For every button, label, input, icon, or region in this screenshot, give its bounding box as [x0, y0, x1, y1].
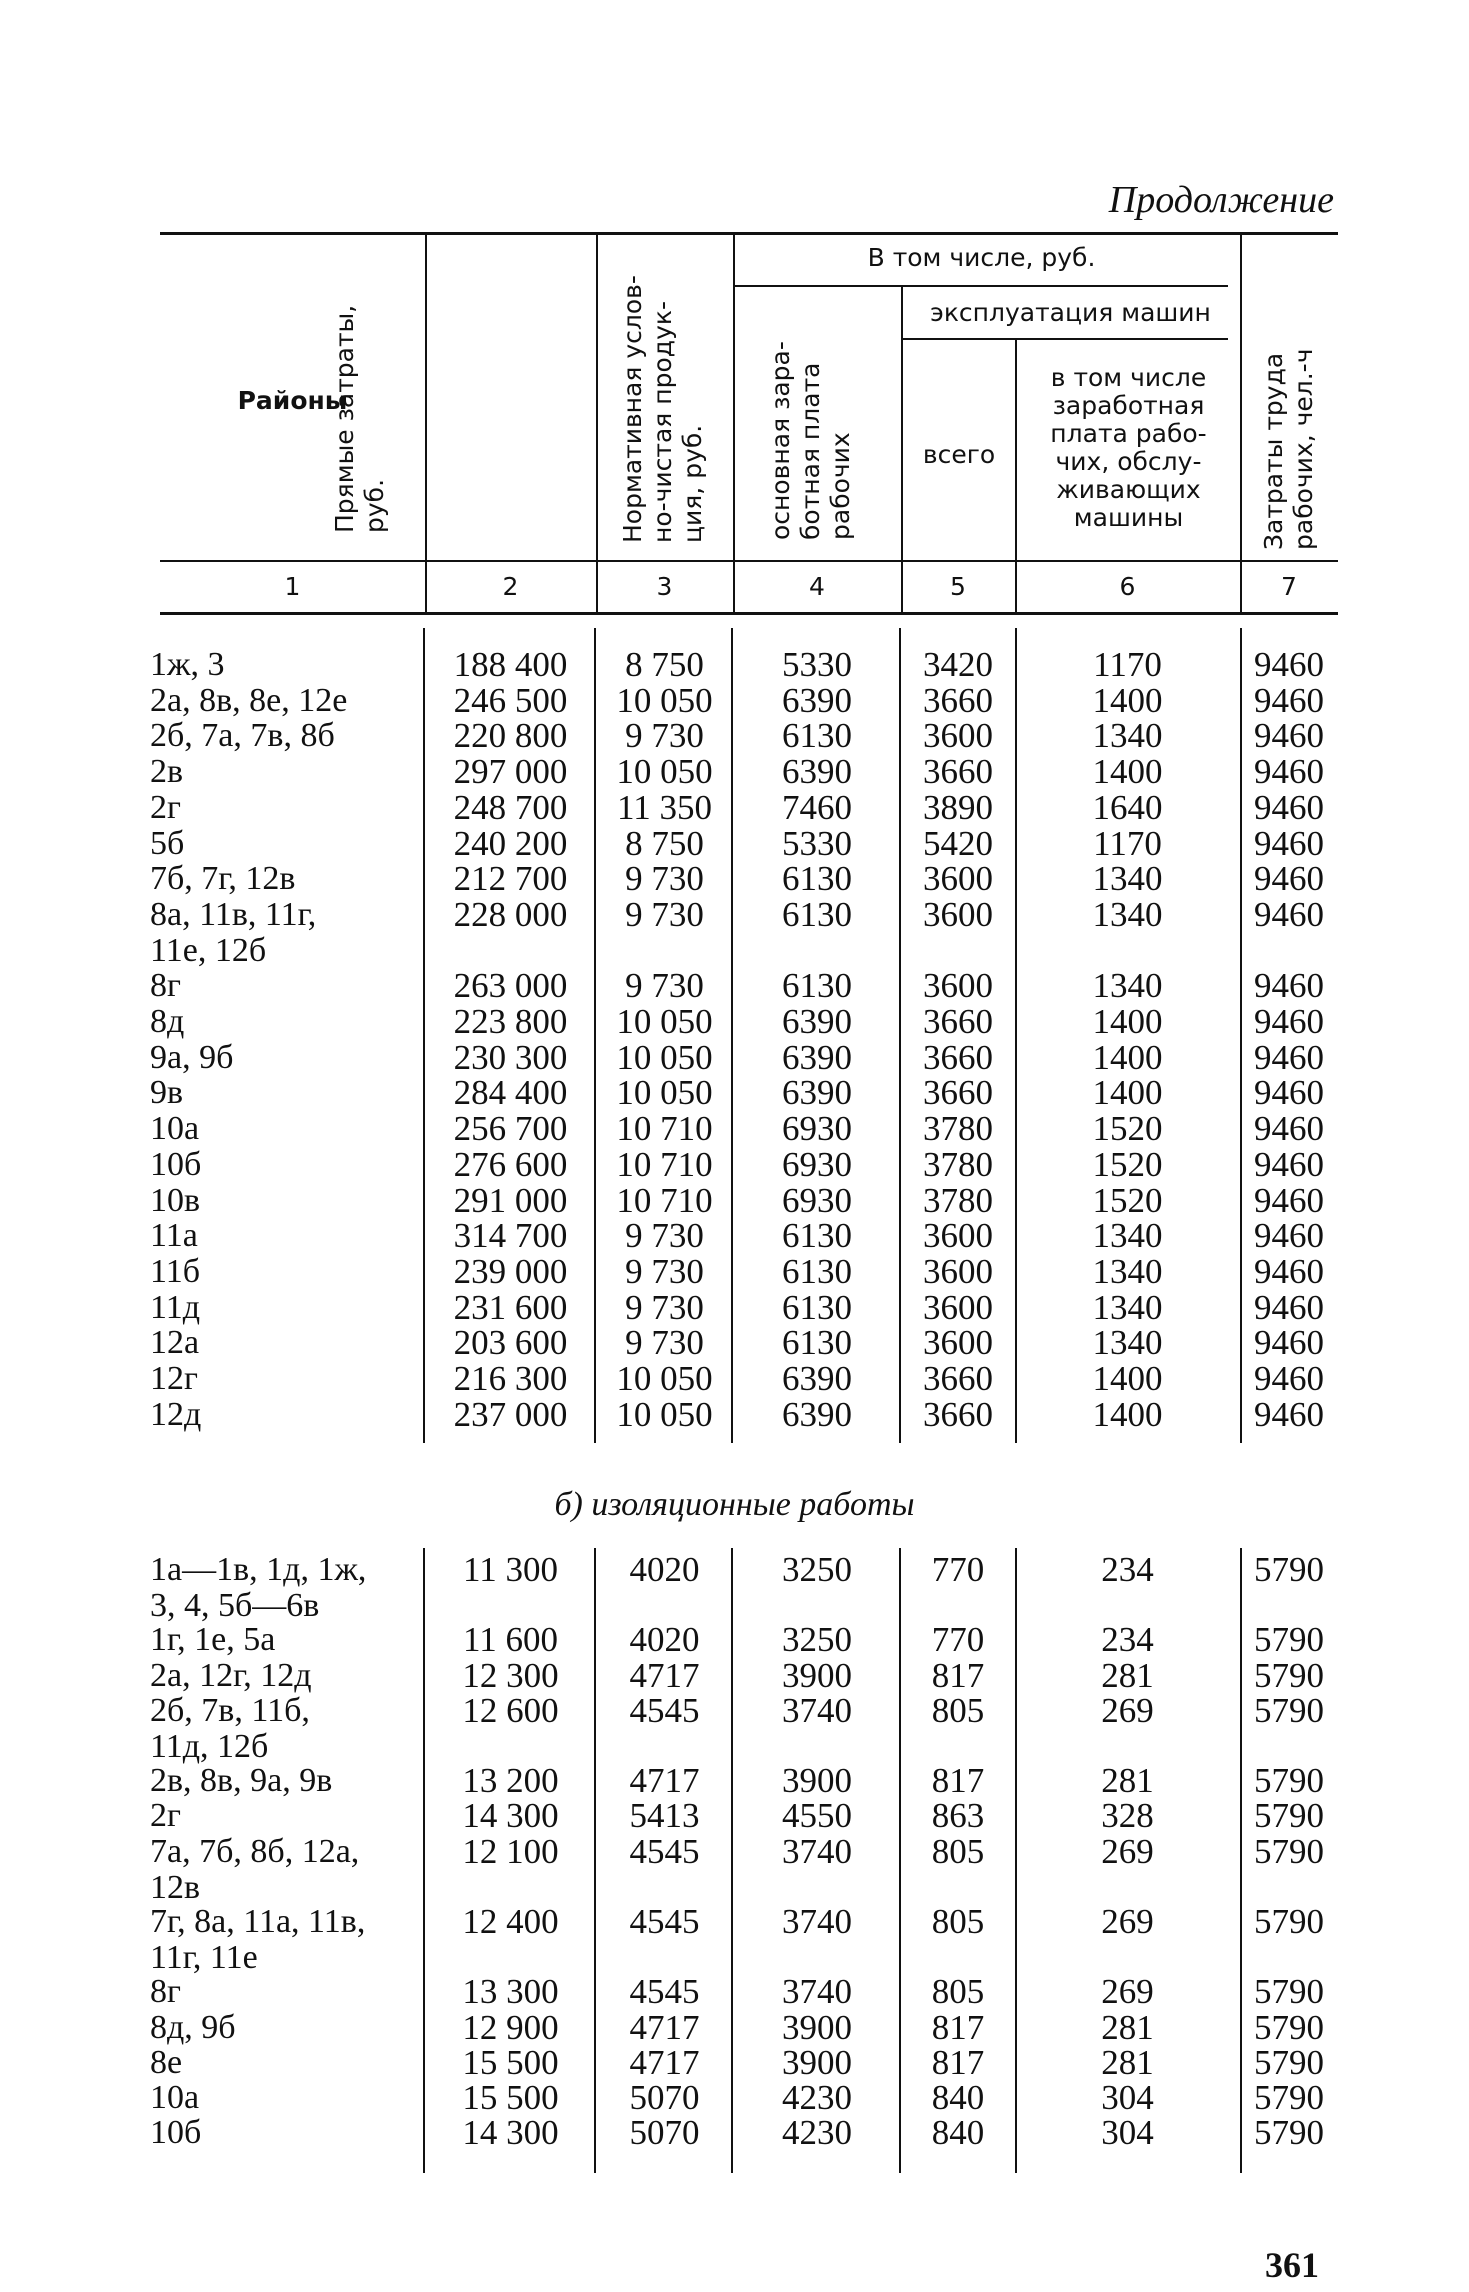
- column-number: 6: [1119, 572, 1136, 601]
- page-number: 361: [1265, 2245, 1319, 2285]
- value-cell-c5: 3660: [923, 752, 993, 792]
- value-cell-c5: 3600: [923, 859, 993, 899]
- value-cell-c6: 1170: [1093, 823, 1162, 863]
- value-cell-c4: 6390: [782, 1002, 852, 1041]
- column-number: 7: [1281, 572, 1297, 601]
- col-divider-3: [733, 234, 735, 612]
- value-cell-c7: 5790: [1254, 2042, 1324, 2082]
- value-cell-c7: 9460: [1254, 1323, 1324, 1363]
- header-bottom-rule: [160, 560, 1338, 562]
- value-cell-c6: 1340: [1092, 1216, 1163, 1256]
- value-cell-c3: 10 050: [616, 1394, 713, 1434]
- region-cell: 1ж, 3: [150, 646, 225, 683]
- region-cell: 10б: [150, 1145, 202, 1183]
- value-cell-c7: 9460: [1254, 1002, 1324, 1041]
- value-cell-c2: 263 000: [453, 966, 568, 1006]
- value-cell-c7: 9460: [1254, 1037, 1324, 1077]
- value-cell-c4: 6930: [782, 1109, 852, 1149]
- value-cell-c2: 188 400: [453, 645, 568, 684]
- value-cell-c4: 6130: [782, 716, 852, 756]
- value-cell-c4: 3740: [782, 1902, 852, 1941]
- value-cell-c6: 328: [1101, 1796, 1154, 1836]
- value-cell-c6: 1400: [1092, 752, 1163, 792]
- region-cell: 1г, 1е, 5а: [150, 1621, 276, 1659]
- value-cell-c2: 12 600: [462, 1690, 559, 1730]
- value-cell-c2: 223 800: [453, 1002, 568, 1041]
- value-cell-c7: 9460: [1254, 752, 1324, 792]
- value-cell-c6: 1340: [1092, 1287, 1163, 1327]
- value-cell-c7: 9460: [1254, 1287, 1324, 1327]
- value-cell-c7: 5790: [1254, 1796, 1324, 1836]
- value-cell-c5: 5420: [923, 823, 993, 863]
- value-cell-c3: 5070: [629, 2113, 700, 2153]
- value-cell-c6: 269: [1101, 1831, 1154, 1871]
- value-cell-c6: 1340: [1092, 894, 1163, 934]
- region-cell: 1а—1в, 1д, 1ж, 3, 4, 5б—6в: [150, 1551, 367, 1624]
- region-cell: 5б: [150, 824, 185, 862]
- value-cell-c4: 3250: [782, 1620, 852, 1660]
- value-cell-c3: 10 710: [616, 1109, 713, 1149]
- region-cell: 8г: [150, 1973, 181, 2011]
- value-cell-c2: 14 300: [462, 1796, 559, 1836]
- value-cell-c4: 6130: [782, 1251, 852, 1291]
- value-cell-c5: 3890: [923, 787, 993, 827]
- value-cell-c3: 8 750: [625, 645, 704, 684]
- value-cell-c7: 5790: [1254, 1690, 1324, 1730]
- region-cell: 2а, 12г, 12д: [150, 1656, 312, 1694]
- header-group-including: В том числе, руб.: [867, 243, 1096, 272]
- value-cell-c3: 9 730: [625, 966, 704, 1006]
- group-header-rule: [735, 285, 1228, 287]
- value-cell-c3: 4545: [629, 1972, 700, 2012]
- value-cell-c3: 9 730: [625, 894, 704, 934]
- value-cell-c2: 13 300: [462, 1972, 559, 2012]
- value-cell-c6: 1640: [1092, 787, 1163, 827]
- region-cell: 10а: [150, 1110, 200, 1148]
- region-cell: 2б, 7в, 11б, 11д, 12б: [150, 1691, 310, 1765]
- value-cell-c7: 9460: [1254, 1073, 1324, 1113]
- value-cell-c7: 9460: [1254, 716, 1324, 756]
- value-cell-c6: 234: [1101, 1620, 1154, 1660]
- value-cell-c5: 770: [931, 1620, 985, 1660]
- column-number: 2: [502, 572, 519, 601]
- value-cell-c5: 3660: [923, 1394, 993, 1434]
- value-cell-c5: 3660: [923, 1073, 993, 1113]
- value-cell-c5: 805: [931, 1902, 985, 1941]
- region-cell: 11а: [150, 1217, 198, 1255]
- value-cell-c2: 276 600: [453, 1144, 568, 1184]
- value-cell-c2: 256 700: [453, 1109, 568, 1149]
- value-cell-c6: 281: [1101, 1761, 1154, 1801]
- value-cell-c4: 3900: [782, 1761, 852, 1801]
- header-direct-costs: Прямые затраты, руб.: [330, 304, 389, 533]
- region-cell: 8д, 9б: [150, 2008, 236, 2046]
- value-cell-c2: 11 600: [463, 1620, 558, 1660]
- value-cell-c7: 5790: [1254, 1761, 1324, 1801]
- value-cell-c6: 281: [1101, 2042, 1154, 2082]
- value-cell-c7: 9460: [1254, 859, 1324, 899]
- value-cell-c5: 840: [931, 2113, 985, 2153]
- value-cell-c3: 9 730: [625, 1216, 704, 1256]
- value-cell-c7: 5790: [1254, 1620, 1324, 1660]
- value-cell-c3: 5413: [629, 1796, 700, 1836]
- value-cell-c6: 1520: [1092, 1180, 1163, 1220]
- value-cell-c3: 10 050: [616, 1037, 713, 1077]
- region-cell: 9а, 9б: [150, 1038, 234, 1076]
- column-number: 5: [950, 572, 966, 601]
- value-cell-c3: 10 050: [616, 1073, 713, 1113]
- value-cell-c4: 6130: [782, 859, 852, 899]
- value-cell-c2: 231 600: [453, 1287, 568, 1327]
- value-cell-c4: 6390: [782, 752, 852, 792]
- value-cell-c3: 5070: [629, 2078, 700, 2117]
- value-cell-c3: 4717: [629, 1655, 700, 1695]
- region-cell: 8г: [150, 967, 181, 1005]
- value-cell-c5: 3600: [923, 1287, 993, 1327]
- value-cell-c5: 3660: [923, 680, 993, 720]
- region-cell: 12д: [150, 1395, 202, 1433]
- value-cell-c3: 9 730: [625, 859, 704, 899]
- column-number: 1: [284, 572, 301, 601]
- value-cell-c4: 3900: [782, 2042, 852, 2082]
- value-cell-c5: 3780: [923, 1109, 993, 1149]
- value-cell-c7: 9460: [1254, 894, 1324, 934]
- value-cell-c6: 1340: [1092, 1251, 1163, 1291]
- value-cell-c4: 6130: [782, 894, 852, 934]
- region-cell: 11б: [150, 1252, 201, 1290]
- value-cell-c3: 10 710: [616, 1144, 713, 1184]
- value-cell-c6: 1400: [1092, 1002, 1163, 1041]
- value-cell-c5: 805: [931, 1690, 985, 1730]
- value-cell-c6: 1400: [1092, 1394, 1163, 1434]
- value-cell-c6: 1340: [1092, 1323, 1163, 1363]
- value-cell-c5: 3420: [923, 645, 993, 684]
- region-cell: 7г, 8а, 11а, 11в, 11г, 11е: [150, 1903, 366, 1976]
- region-cell: 8д: [150, 1003, 185, 1040]
- value-cell-c5: 805: [931, 1972, 985, 2012]
- value-cell-c5: 3660: [923, 1359, 993, 1398]
- value-cell-c5: 863: [931, 1796, 985, 1836]
- value-cell-c7: 5790: [1254, 1655, 1324, 1695]
- region-cell: 8е: [150, 2043, 183, 2081]
- value-cell-c2: 246 500: [453, 680, 568, 720]
- value-cell-c2: 15 500: [462, 2078, 559, 2117]
- value-cell-c6: 304: [1101, 2078, 1154, 2117]
- value-cell-c6: 269: [1101, 1902, 1154, 1941]
- value-cell-c4: 7460: [782, 787, 852, 827]
- value-cell-c5: 3660: [923, 1037, 993, 1077]
- value-cell-c7: 9460: [1254, 1251, 1324, 1291]
- value-cell-c4: 5330: [782, 823, 852, 863]
- value-cell-c7: 5790: [1254, 1550, 1324, 1589]
- value-cell-c4: 4230: [782, 2078, 852, 2117]
- value-cell-c2: 212 700: [453, 859, 568, 899]
- value-cell-c5: 770: [931, 1550, 985, 1589]
- value-cell-c4: 6390: [782, 1073, 852, 1113]
- value-cell-c7: 9460: [1254, 1359, 1324, 1398]
- value-cell-c3: 9 730: [625, 1323, 704, 1363]
- value-cell-c6: 1400: [1092, 1037, 1163, 1077]
- value-cell-c6: 1340: [1092, 966, 1163, 1006]
- value-cell-c3: 10 050: [616, 1359, 713, 1398]
- region-cell: 2а, 8в, 8е, 12е: [150, 681, 348, 719]
- column-number: 4: [809, 572, 825, 601]
- value-cell-c5: 817: [931, 1655, 985, 1695]
- value-cell-c6: 1400: [1092, 680, 1163, 720]
- value-cell-c6: 269: [1101, 1690, 1154, 1730]
- value-cell-c2: 284 400: [453, 1073, 568, 1113]
- value-cell-c3: 9 730: [625, 1287, 704, 1327]
- value-cell-c4: 4230: [782, 2113, 852, 2153]
- value-cell-c2: 248 700: [453, 787, 568, 827]
- value-cell-c2: 14 300: [462, 2113, 559, 2153]
- value-cell-c3: 4717: [629, 1761, 700, 1801]
- value-cell-c7: 9460: [1254, 966, 1324, 1006]
- value-cell-c4: 6390: [782, 680, 852, 720]
- header-total: всего: [922, 440, 996, 469]
- region-cell: 10в: [150, 1181, 201, 1219]
- value-cell-c2: 12 900: [462, 2007, 559, 2047]
- value-cell-c4: 6130: [782, 966, 852, 1006]
- column-number: 3: [656, 572, 673, 601]
- value-cell-c6: 234: [1101, 1550, 1154, 1589]
- value-cell-c2: 291 000: [453, 1180, 568, 1220]
- header-labor-costs: Затраты труда рабочих, чел.-ч: [1259, 348, 1318, 550]
- col-numbers-rule: [160, 612, 1338, 615]
- value-cell-c4: 6390: [782, 1359, 852, 1398]
- value-cell-c7: 9460: [1254, 787, 1324, 827]
- col-divider-6: [1240, 234, 1242, 612]
- value-cell-c3: 10 710: [616, 1180, 713, 1220]
- region-cell: 2в, 8в, 9а, 9в: [150, 1762, 333, 1800]
- value-cell-c7: 9460: [1254, 680, 1324, 720]
- region-cell: 9в: [150, 1074, 184, 1112]
- value-cell-c3: 4020: [629, 1620, 700, 1660]
- value-cell-c7: 9460: [1254, 1180, 1324, 1220]
- header-machine-exploitation: эксплуатация машин: [930, 298, 1211, 327]
- value-cell-c7: 9460: [1254, 1144, 1324, 1184]
- value-cell-c7: 9460: [1254, 823, 1324, 863]
- value-cell-c4: 4550: [782, 1796, 852, 1836]
- region-cell: 8а, 11в, 11г, 11е, 12б: [150, 895, 317, 969]
- region-cell: 7б, 7г, 12в: [150, 860, 296, 898]
- value-cell-c2: 11 300: [463, 1550, 558, 1589]
- exploitation-header-rule: [903, 338, 1228, 340]
- continuation-label: Продолжение: [1108, 179, 1334, 221]
- value-cell-c3: 9 730: [625, 1251, 704, 1291]
- value-cell-c5: 3600: [923, 1216, 993, 1256]
- value-cell-c5: 817: [931, 1761, 985, 1801]
- value-cell-c7: 5790: [1254, 1972, 1324, 2012]
- region-cell: 2в: [150, 753, 184, 791]
- value-cell-c7: 9460: [1254, 1394, 1324, 1434]
- value-cell-c5: 3600: [923, 1251, 993, 1291]
- value-cell-c2: 216 300: [453, 1359, 568, 1398]
- value-cell-c6: 1400: [1092, 1359, 1163, 1398]
- header-base-wages: основная зара- ботная плата рабочих: [766, 341, 855, 540]
- value-cell-c2: 237 000: [453, 1394, 568, 1434]
- value-cell-c6: 1340: [1092, 716, 1163, 756]
- value-cell-c5: 3600: [923, 894, 993, 934]
- region-cell: 7а, 7б, 8б, 12а, 12в: [150, 1832, 360, 1906]
- value-cell-c4: 3900: [782, 2007, 852, 2047]
- value-cell-c7: 9460: [1254, 1216, 1324, 1256]
- value-cell-c3: 11 350: [617, 787, 712, 827]
- value-cell-c4: 5330: [782, 645, 852, 684]
- region-cell: 12г: [150, 1360, 198, 1397]
- value-cell-c4: 3900: [782, 1655, 852, 1695]
- value-cell-c3: 4545: [629, 1690, 700, 1730]
- value-cell-c6: 281: [1101, 1655, 1154, 1695]
- value-cell-c5: 3780: [923, 1144, 993, 1184]
- value-cell-c5: 3600: [923, 966, 993, 1006]
- value-cell-c4: 6930: [782, 1144, 852, 1184]
- value-cell-c5: 3780: [923, 1180, 993, 1220]
- value-cell-c2: 230 300: [453, 1037, 568, 1077]
- section-b-title: б) изоляционные работы: [554, 1486, 915, 1523]
- value-cell-c6: 1520: [1092, 1144, 1163, 1184]
- value-cell-c3: 9 730: [625, 716, 704, 756]
- value-cell-c5: 840: [931, 2078, 985, 2117]
- region-cell: 11д: [150, 1288, 201, 1326]
- value-cell-c5: 3600: [923, 1323, 993, 1363]
- value-cell-c5: 3600: [923, 716, 993, 756]
- value-cell-c2: 297 000: [453, 752, 568, 792]
- value-cell-c7: 5790: [1254, 2007, 1324, 2047]
- value-cell-c4: 6390: [782, 1037, 852, 1077]
- value-cell-c5: 817: [931, 2042, 985, 2082]
- value-cell-c2: 15 500: [462, 2042, 559, 2082]
- value-cell-c3: 8 750: [625, 823, 704, 863]
- value-cell-c6: 1520: [1092, 1109, 1163, 1149]
- region-cell: 2г: [150, 1797, 181, 1835]
- value-cell-c2: 13 200: [462, 1761, 559, 1801]
- value-cell-c6: 1340: [1092, 859, 1163, 899]
- value-cell-c2: 314 700: [453, 1216, 568, 1256]
- header-regions: Районы: [237, 386, 348, 415]
- value-cell-c3: 4545: [629, 1831, 700, 1871]
- value-cell-c6: 269: [1101, 1972, 1154, 2012]
- value-cell-c4: 6130: [782, 1323, 852, 1363]
- value-cell-c6: 1170: [1093, 645, 1162, 684]
- value-cell-c7: 5790: [1254, 2113, 1324, 2153]
- value-cell-c4: 6130: [782, 1216, 852, 1256]
- value-cell-c5: 817: [931, 2007, 985, 2047]
- value-cell-c2: 240 200: [453, 823, 568, 863]
- header-normative-production: Нормативная услов- но-чистая продук- ция, руб.: [618, 275, 707, 543]
- header-machine-operator-wages: в том числе заработная плата рабо- чих, обслу- живающих машины: [1050, 363, 1207, 532]
- value-cell-c6: 1400: [1092, 1073, 1163, 1113]
- value-cell-c7: 9460: [1254, 645, 1324, 684]
- value-cell-c3: 4717: [629, 2007, 700, 2047]
- value-cell-c3: 4545: [629, 1902, 700, 1941]
- region-cell: 2г: [150, 788, 181, 826]
- col-divider-1: [425, 234, 427, 612]
- region-cell: 10а: [150, 2079, 200, 2116]
- value-cell-c2: 12 100: [462, 1831, 559, 1871]
- value-cell-c7: 9460: [1254, 1109, 1324, 1149]
- value-cell-c4: 3740: [782, 1831, 852, 1871]
- value-cell-c7: 5790: [1254, 2078, 1324, 2117]
- value-cell-c3: 10 050: [616, 752, 713, 792]
- value-cell-c4: 6130: [782, 1287, 852, 1327]
- value-cell-c3: 10 050: [616, 680, 713, 720]
- value-cell-c6: 304: [1101, 2113, 1154, 2153]
- value-cell-c2: 12 300: [462, 1655, 559, 1695]
- value-cell-c5: 3660: [923, 1002, 993, 1041]
- region-cell: 10б: [150, 2114, 202, 2152]
- value-cell-c2: 220 800: [453, 716, 568, 756]
- value-cell-c4: 3250: [782, 1550, 852, 1589]
- value-cell-c2: 239 000: [453, 1251, 568, 1291]
- value-cell-c2: 12 400: [462, 1902, 559, 1941]
- region-cell: 12а: [150, 1324, 200, 1362]
- value-cell-c4: 6930: [782, 1180, 852, 1220]
- value-cell-c2: 203 600: [453, 1323, 568, 1363]
- value-cell-c7: 5790: [1254, 1831, 1324, 1871]
- value-cell-c3: 10 050: [616, 1002, 713, 1041]
- value-cell-c3: 4717: [629, 2042, 700, 2082]
- value-cell-c7: 5790: [1254, 1902, 1324, 1941]
- value-cell-c6: 281: [1101, 2007, 1154, 2047]
- value-cell-c3: 4020: [629, 1550, 700, 1589]
- region-cell: 2б, 7а, 7в, 8б: [150, 717, 335, 755]
- value-cell-c4: 3740: [782, 1972, 852, 2012]
- value-cell-c5: 805: [931, 1831, 985, 1871]
- col-divider-2: [596, 234, 598, 612]
- value-cell-c4: 6390: [782, 1394, 852, 1434]
- value-cell-c4: 3740: [782, 1690, 852, 1730]
- value-cell-c2: 228 000: [453, 894, 568, 934]
